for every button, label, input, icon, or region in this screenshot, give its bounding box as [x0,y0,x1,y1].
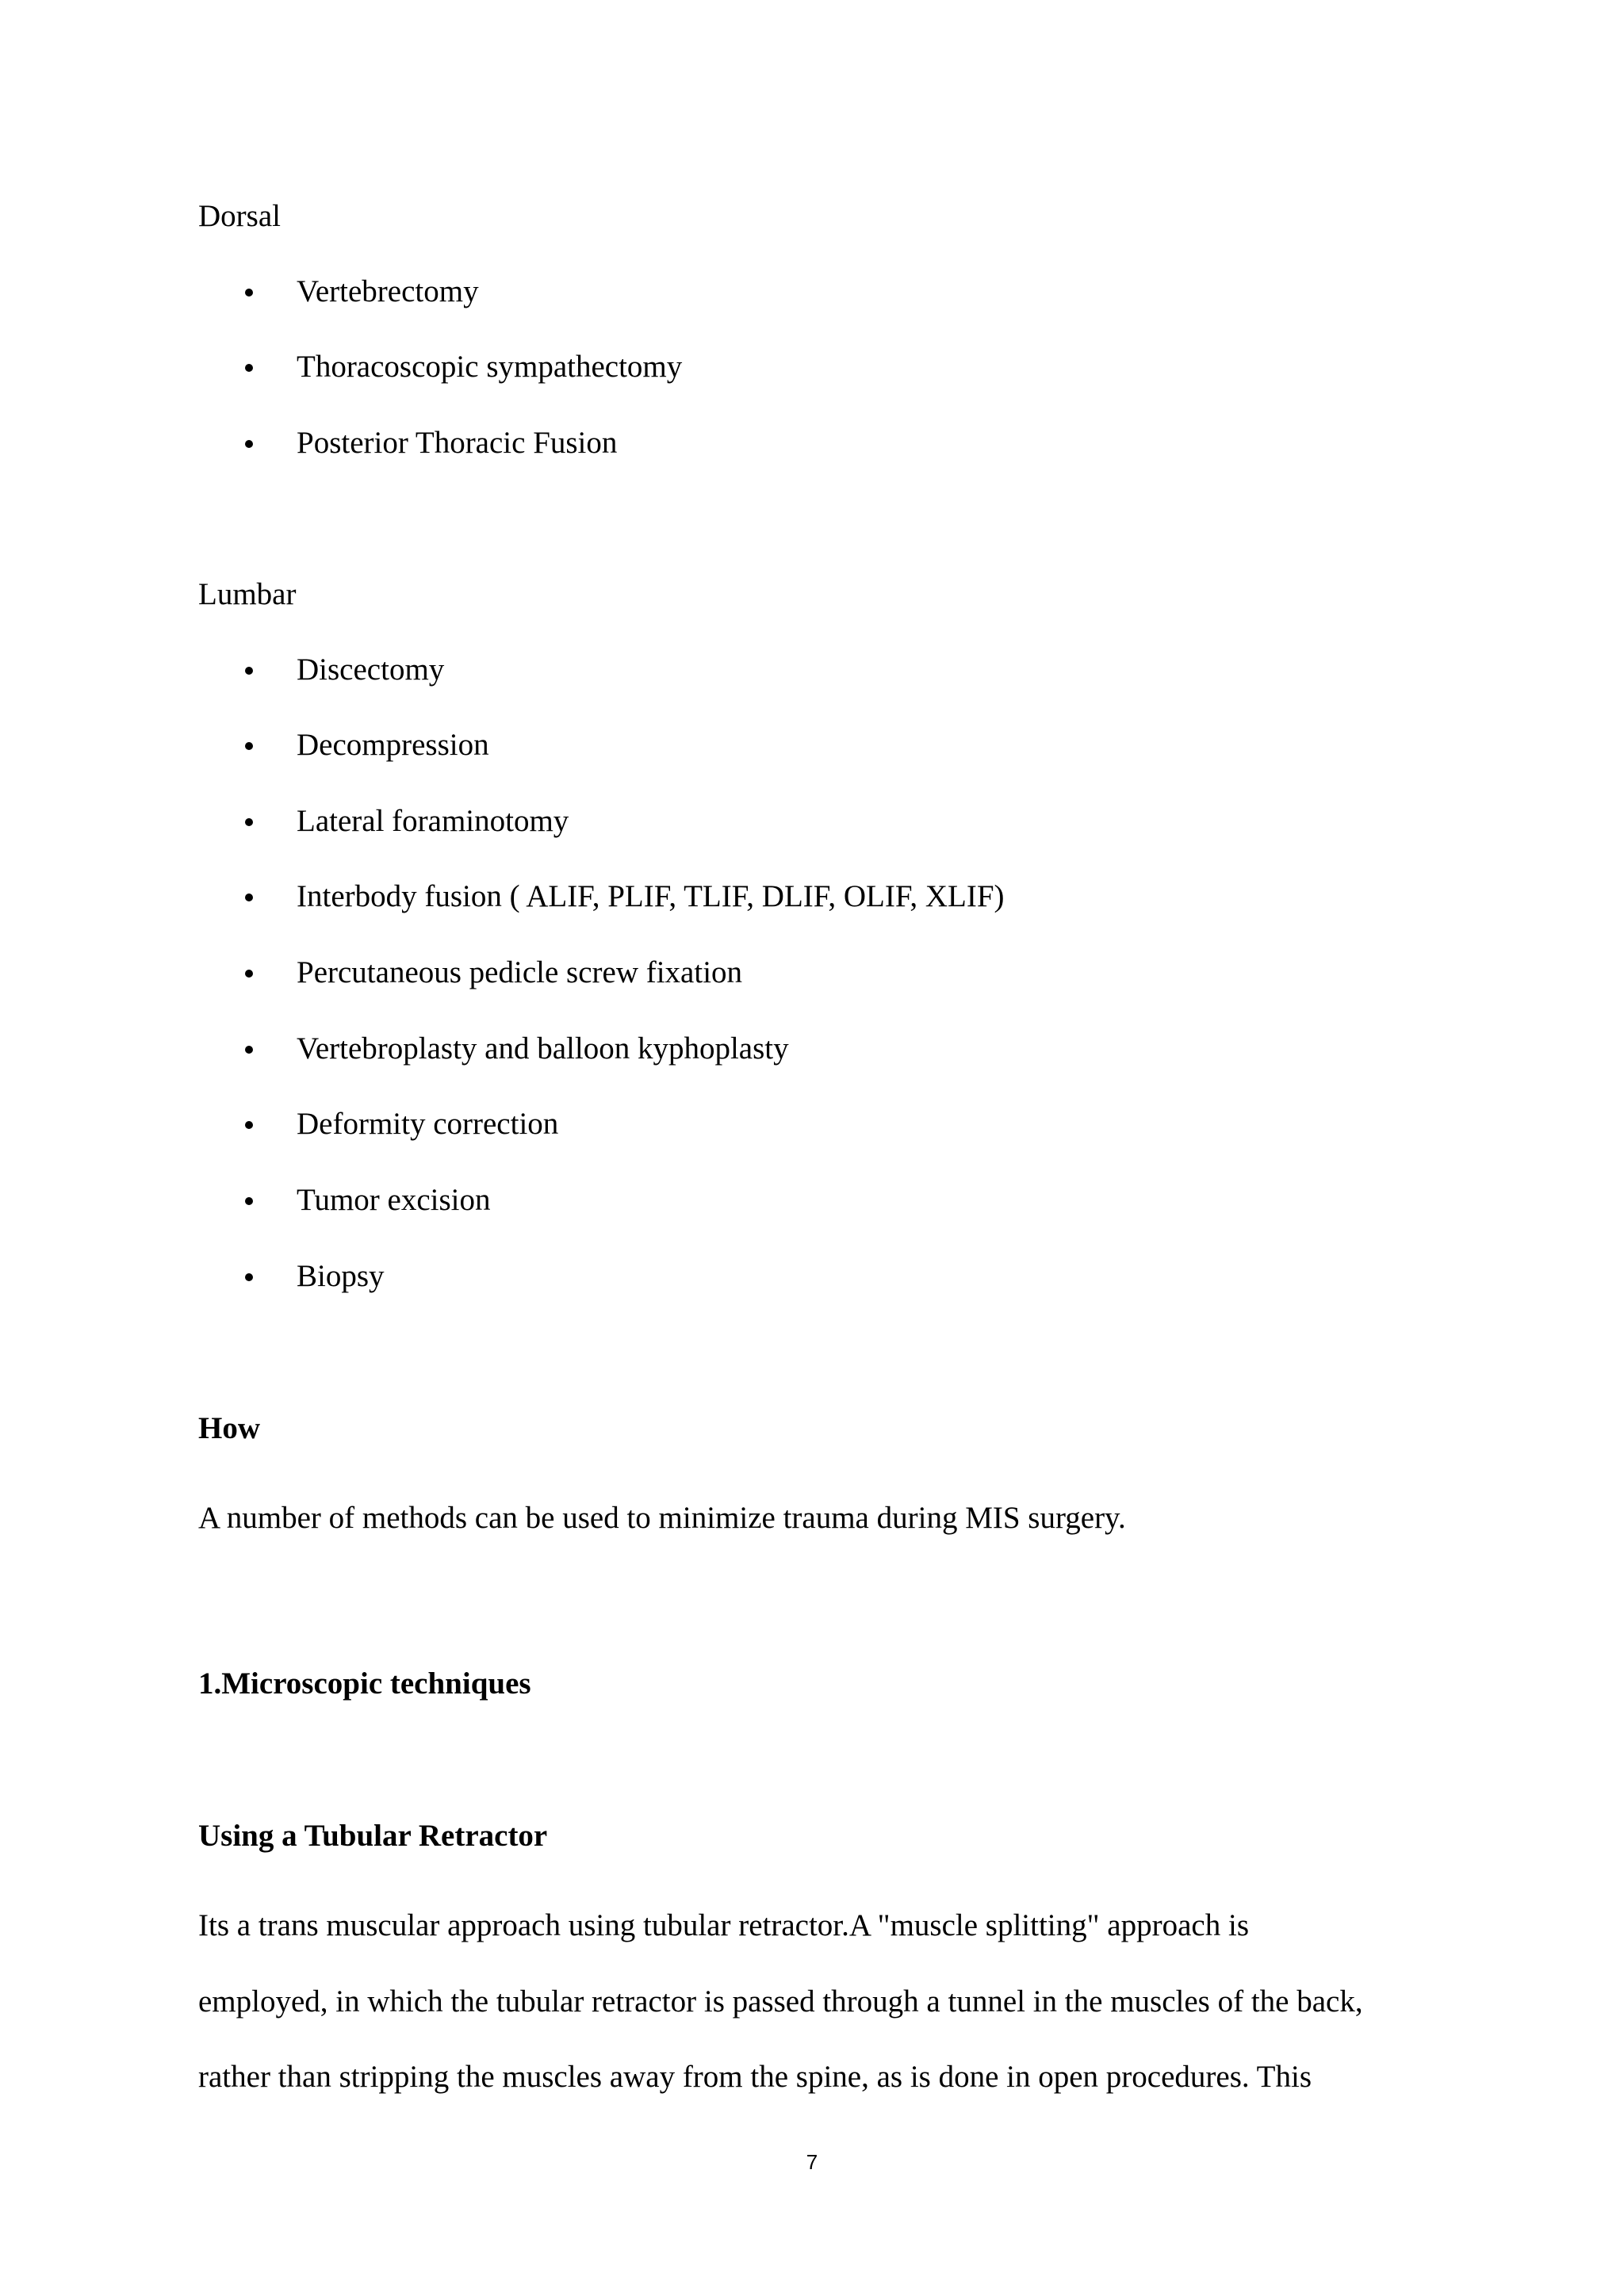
tubular-retractor-heading: Using a Tubular Retractor [198,1819,548,1853]
bullet-icon [245,1046,253,1054]
lumbar-heading: Lumbar [198,577,297,611]
microscopic-heading: 1.Microscopic techniques [198,1667,531,1701]
list-item-text: Tumor excision [297,1183,491,1217]
list-item-text: Thoracoscopic sympathectomy [297,350,683,384]
how-intro-paragraph: A number of methods can be used to minimize trauma during MIS surgery. [198,1501,1126,1535]
bullet-icon [245,970,253,978]
paragraph-line: employed, in which the tubular retractor is passed through a tunnel in the muscles of the back, [198,1984,1363,2019]
bullet-icon [245,289,253,297]
list-item-text: Deformity correction [297,1107,559,1141]
bullet-icon [245,1121,253,1129]
list-item-text: Percutaneous pedicle screw fixation [297,955,743,989]
bullet-icon [245,364,253,372]
list-item-text: Lateral foraminotomy [297,804,569,838]
list-item-text: Vertebroplasty and balloon kyphoplasty [297,1031,789,1066]
dorsal-heading: Dorsal [198,199,281,233]
bullet-icon [245,894,253,901]
bullet-icon [245,440,253,448]
bullet-icon [245,667,253,675]
list-item-text: Interbody fusion ( ALIF, PLIF, TLIF, DLIF, OLIF, XLIF) [297,879,1005,913]
bullet-icon [245,1197,253,1205]
list-item-text: Biopsy [297,1259,385,1293]
bullet-icon [245,818,253,826]
paragraph-line: rather than stripping the muscles away from the spine, as is done in open procedures. This [198,2060,1312,2094]
list-item-text: Decompression [297,728,489,762]
page-number: 7 [806,2150,818,2174]
list-item-text: Discectomy [297,652,445,687]
bullet-icon [245,1273,253,1281]
paragraph-line: Its a trans muscular approach using tubular retractor.A "muscle splitting" approach is [198,1908,1249,1942]
how-heading: How [198,1411,260,1445]
bullet-icon [245,742,253,750]
list-item-text: Posterior Thoracic Fusion [297,426,618,460]
list-item-text: Vertebrectomy [297,274,479,308]
